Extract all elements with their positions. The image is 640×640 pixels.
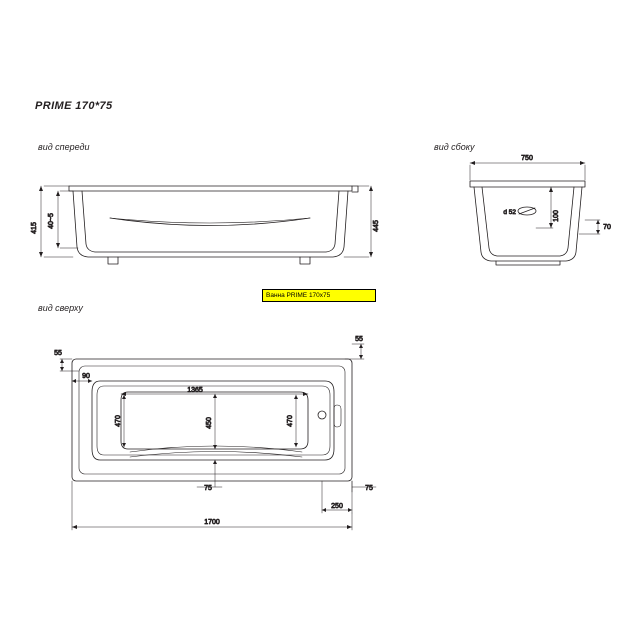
front-dim-415-label: 415 — [31, 222, 38, 234]
top-dim-55-upper — [345, 344, 364, 359]
side-dim-100 — [536, 187, 553, 228]
top-dim-75-left — [197, 460, 222, 487]
top-dim-55-left-label: 55 — [54, 350, 62, 357]
top-dim-470-left-label: 470 — [115, 415, 122, 427]
side-dim-100-label: 100 — [553, 210, 560, 222]
top-dim-1365-label: 1365 — [187, 387, 203, 394]
top-dim-470-right-label: 470 — [287, 415, 294, 427]
view-label-side: вид сбоку — [434, 142, 475, 152]
top-dim-90-label: 90 — [82, 373, 90, 380]
front-dim-445-label: 445 — [373, 220, 380, 232]
top-dim-55-left — [60, 359, 79, 371]
front-view-bath — [69, 186, 358, 264]
view-label-top: вид сверху — [38, 303, 83, 313]
view-label-front: вид спереди — [38, 142, 90, 152]
top-dim-450-mid — [213, 394, 217, 449]
side-view-bath — [470, 181, 585, 265]
top-dim-1700-label: 1700 — [204, 519, 220, 526]
side-dim-750 — [470, 161, 585, 180]
drawing-title: PRIME 170*75 — [35, 100, 113, 112]
side-dim-750-label: 750 — [521, 155, 533, 162]
product-badge: Ванна PRIME 170x75 — [262, 289, 376, 302]
top-dim-75-right-label: 75 — [365, 485, 373, 492]
top-dim-250-label: 250 — [331, 503, 343, 510]
front-dim-415 — [39, 186, 73, 257]
front-dim-445 — [344, 186, 373, 257]
top-dim-55-upper-label: 55 — [355, 336, 363, 343]
side-dim-70 — [579, 220, 600, 234]
top-dim-470-left — [122, 395, 126, 447]
side-dim-70-label: 70 — [603, 224, 611, 231]
top-dim-470-right — [294, 395, 298, 447]
top-dim-450-mid-label: 450 — [206, 417, 213, 429]
side-drain-label: d 52 — [503, 209, 516, 216]
front-dim-40-5-label: 40~5 — [48, 213, 55, 229]
top-dim-75-left-label: 75 — [204, 485, 212, 492]
